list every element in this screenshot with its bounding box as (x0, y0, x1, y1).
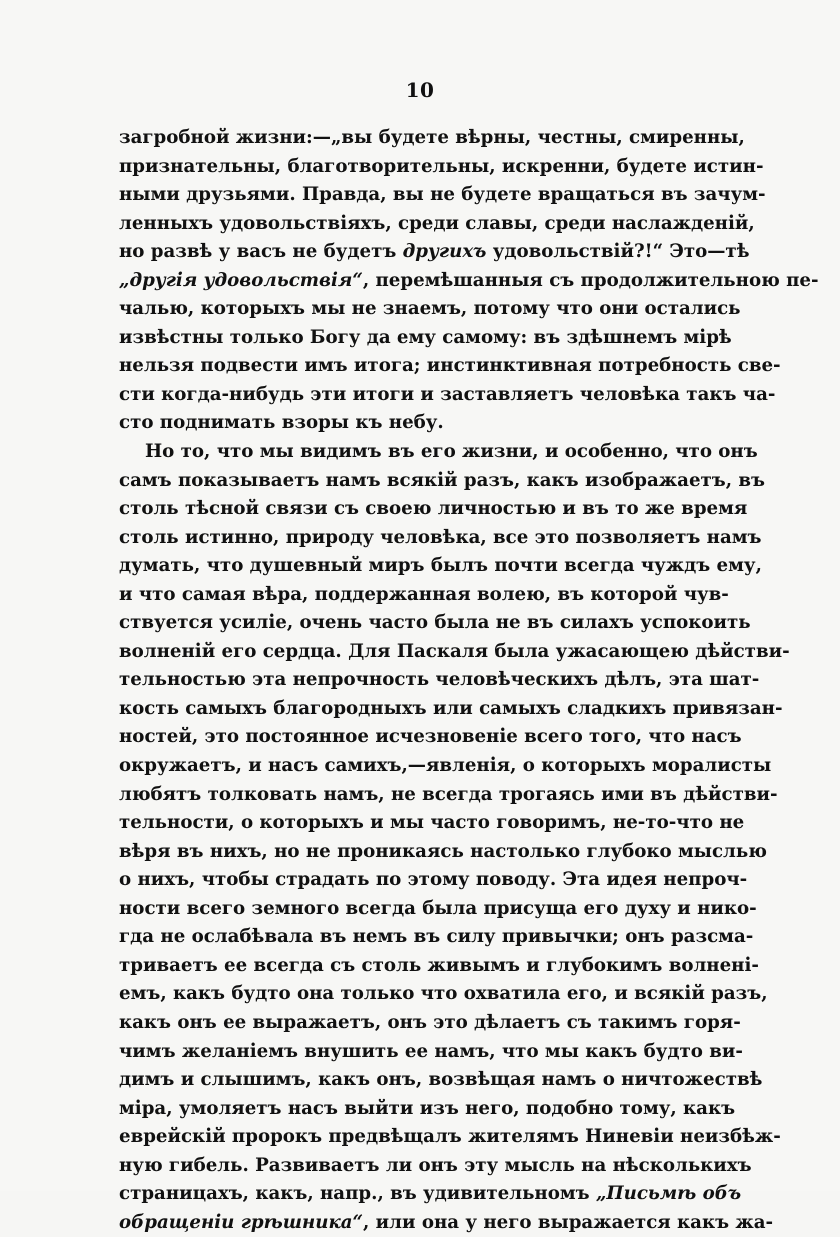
text-segment: самъ показываетъ намъ всякій разъ, какъ изображаетъ, въ (119, 469, 765, 491)
text-line (119, 1038, 743, 1067)
text-segment: какъ онъ ее выражаетъ, онъ это дѣлаетъ съ такимъ горя- (119, 1011, 741, 1033)
text-line (119, 952, 759, 981)
text-line (119, 638, 790, 667)
text-segment: , перемѣшанныя съ продолжительною пе- (362, 269, 819, 291)
text-line (119, 781, 778, 810)
text-segment: о нихъ, чтобы страдать по этому поводу. Эта идея непроч- (119, 869, 748, 891)
text-segment: димъ и слышимъ, какъ онъ, возвѣщая намъ о ничтожествѣ (119, 1069, 763, 1091)
text-line (119, 153, 764, 182)
text-line (119, 1095, 736, 1124)
text-segment: столь истинно, природу человѣка, все это позволяетъ намъ (119, 526, 762, 548)
text-line (119, 609, 751, 638)
text-segment: міра, умоляетъ насъ выйти изъ него, подобно тому, какъ (119, 1097, 736, 1119)
text-line (119, 752, 772, 781)
text-segment: столь тѣсной связи съ своею личностью и въ то же время (119, 498, 748, 520)
text-line (119, 1180, 742, 1209)
text-line (119, 1152, 752, 1181)
text-line (119, 381, 776, 410)
text-segment: удовольствій?!“ Это—тѣ (486, 241, 750, 263)
italic-text: обращеніи грѣшника“ (119, 1211, 364, 1233)
text-segment: ленныхъ удовольствіяхъ, среди славы, среди наслажденій, (119, 212, 755, 234)
text-segment: гда не ослабѣвала въ немъ въ силу привычки; онъ разсма- (119, 926, 754, 948)
text-line (119, 1066, 763, 1095)
text-line (119, 324, 732, 353)
text-line (119, 980, 768, 1009)
text-line (119, 352, 781, 381)
text-line (119, 267, 819, 296)
text-line (119, 409, 682, 438)
text-segment: думать, что душевный миръ былъ почти всегда чуждъ ему, (119, 555, 762, 577)
text-segment: чимъ желаніемъ внушить ее намъ, что мы какъ будто ви- (119, 1040, 743, 1062)
text-line (119, 438, 758, 467)
text-line (119, 552, 762, 581)
text-segment: тельности, о которыхъ и мы часто говоримъ, не-то-что не (119, 812, 745, 834)
text-segment: но развѣ у васъ не будетъ (119, 241, 403, 263)
text-segment: чалью, которыхъ мы не знаемъ, потому что они остались (119, 298, 741, 320)
text-line (119, 295, 741, 324)
text-line (119, 666, 760, 695)
body-text (119, 124, 819, 1237)
text-segment: ствуется усиліе, очень часто была не въ силахъ успокоить (119, 612, 751, 634)
text-segment: ными друзьями. Правда, вы не будете вращаться въ зачум- (119, 184, 766, 206)
text-segment: окружаетъ, и насъ самихъ,—явленія, о которыхъ моралисты (119, 755, 772, 777)
text-segment: сти когда-нибудь эти итоги и заставляетъ человѣка такъ ча- (119, 383, 776, 405)
text-line (119, 238, 750, 267)
italic-text: другихъ (402, 241, 487, 263)
text-segment: кость самыхъ благородныхъ или самыхъ сладкихъ привязан- (119, 697, 783, 719)
text-segment: извѣстны только Богу да ему самому: въ здѣшнемъ мірѣ (119, 326, 732, 348)
text-line (119, 695, 783, 724)
text-segment: загробной жизни:—„вы будете вѣрны, честны, смиренны, (119, 127, 745, 148)
text-segment: еврейскій пророкъ предвѣщалъ жителямъ Ниневіи неизбѣж- (119, 1126, 781, 1148)
text-line (119, 467, 765, 496)
text-line (119, 838, 767, 867)
text-line (119, 1009, 741, 1038)
text-segment: емъ, какъ будто она только что охватила его, и всякій разъ, (119, 983, 768, 1005)
text-segment: триваетъ ее всегда съ столь живымъ и глубокимъ волнені- (119, 954, 759, 976)
italic-text: „другія удовольствія“ (119, 269, 363, 291)
italic-text: „Письмѣ объ (595, 1183, 742, 1205)
text-line (119, 809, 745, 838)
text-line (119, 524, 762, 553)
text-line (119, 866, 748, 895)
text-line (119, 895, 757, 924)
text-segment: сто поднимать взоры къ небу. (119, 412, 444, 434)
text-line (119, 124, 745, 153)
text-segment: любятъ толковать намъ, не всегда трогаясь ими въ дѣйстви- (119, 783, 778, 805)
text-segment: тельностью эта непрочность человѣческихъ дѣлъ, эта шат- (119, 669, 760, 691)
page-number: 10 (405, 78, 435, 102)
text-segment: признательны, благотворительны, искренни, будете истин- (119, 155, 764, 177)
text-segment: Но то, что мы видимъ въ его жизни, и особенно, что онъ (145, 441, 758, 463)
text-line (119, 1123, 781, 1152)
text-segment: ностей, это постоянное исчезновеніе всего того, что насъ (119, 726, 742, 748)
text-segment: , или она у него выражается какъ жа- (363, 1211, 774, 1233)
text-segment: ности всего земного всегда была присуща его духу и нико- (119, 897, 757, 919)
text-line (119, 181, 766, 210)
text-line (119, 923, 754, 952)
text-line (119, 581, 729, 610)
text-segment: ную гибель. Развиваетъ ли онъ эту мысль на нѣсколькихъ (119, 1154, 752, 1176)
text-line (119, 495, 748, 524)
text-segment: волненій его сердца. Для Паскаля была ужасающею дѣйстви- (119, 640, 790, 662)
text-segment: и что самая вѣра, поддержанная волею, въ которой чув- (119, 583, 729, 605)
text-segment: нельзя подвести имъ итога; инстинктивная потребность све- (119, 355, 781, 377)
text-segment: вѣря въ нихъ, но не проникаясь настолько глубоко мыслью (119, 840, 767, 862)
text-line (119, 1209, 774, 1237)
text-line (119, 210, 755, 239)
text-line (119, 723, 742, 752)
text-segment: страницахъ, какъ, напр., въ удивительномъ (119, 1183, 596, 1205)
